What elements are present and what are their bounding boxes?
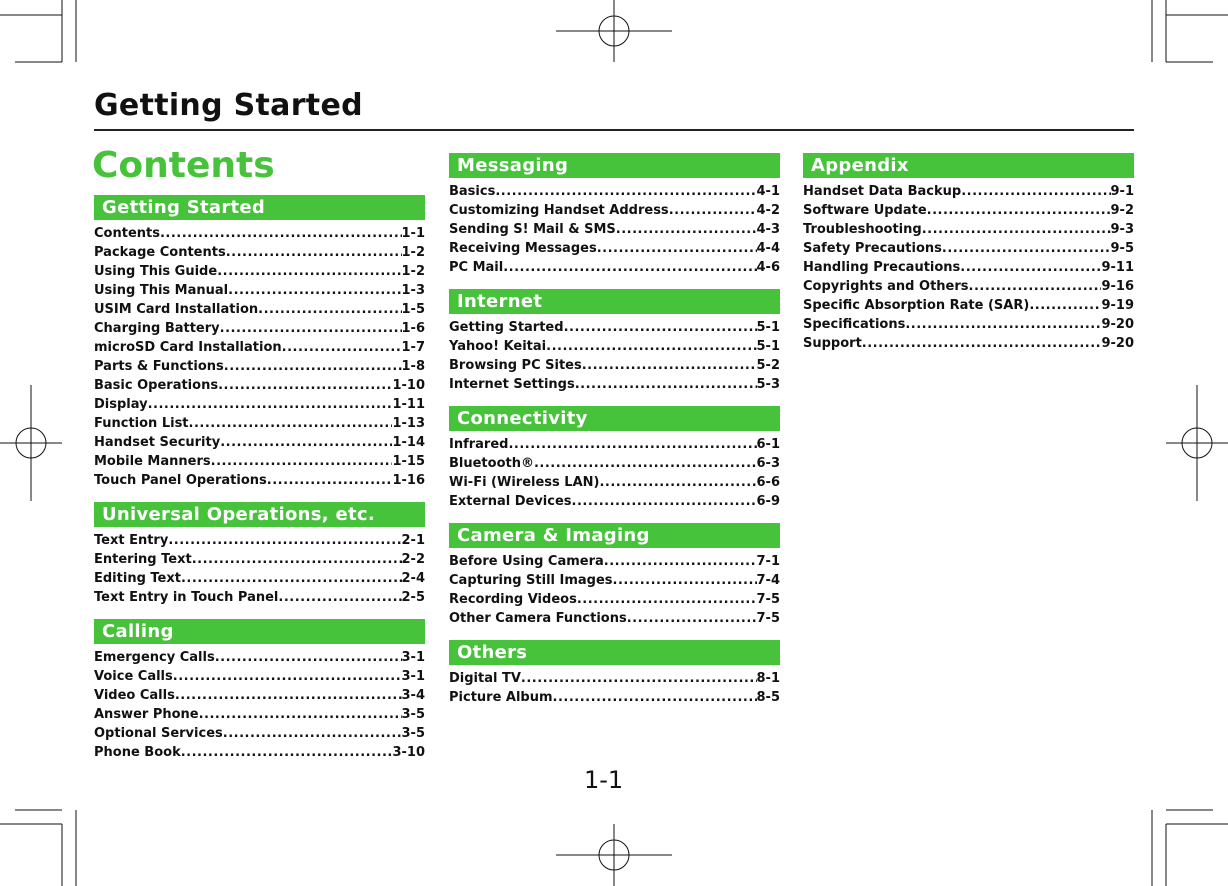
toc-entry[interactable] xyxy=(449,688,780,707)
toc-entry-page: 3-4 xyxy=(401,688,425,703)
toc-entry-page: 1-5 xyxy=(401,302,425,317)
toc-entry[interactable] xyxy=(803,315,1134,334)
toc-entry-page: 4-1 xyxy=(756,184,780,199)
toc-entry[interactable] xyxy=(94,686,425,705)
dot-leader xyxy=(960,258,1101,277)
toc-entry[interactable] xyxy=(94,319,425,338)
toc-entry-title: Function List xyxy=(94,416,189,431)
toc-entry-page: 1-15 xyxy=(392,454,425,469)
dot-leader xyxy=(627,609,757,628)
toc-entry[interactable] xyxy=(94,300,425,319)
section-heading: Appendix xyxy=(803,153,1134,178)
toc-entry-title: Basic Operations xyxy=(94,378,219,393)
registration-mark-left xyxy=(0,385,62,501)
toc-entry-title: Mobile Manners xyxy=(94,454,211,469)
toc-entry-title: Software Update xyxy=(803,203,927,218)
toc-entry-page: 3-5 xyxy=(401,707,425,722)
toc-entry-title: External Devices xyxy=(449,494,572,509)
toc-entry-page: 5-2 xyxy=(756,358,780,373)
toc-entry-title: Text Entry in Touch Panel xyxy=(94,590,279,605)
toc-entry-page: 8-1 xyxy=(756,671,780,686)
toc-entry[interactable] xyxy=(94,262,425,281)
toc-entry-title: Troubleshooting xyxy=(803,222,922,237)
dot-leader xyxy=(148,395,393,414)
toc-section xyxy=(94,195,425,490)
section-heading: Universal Operations, etc. xyxy=(94,502,425,527)
crop-mark-top-right xyxy=(1152,0,1228,62)
toc-entry[interactable] xyxy=(803,182,1134,201)
toc-entry-page: 9-2 xyxy=(1110,203,1134,218)
toc-entry[interactable] xyxy=(449,492,780,511)
toc-entry-page: 4-2 xyxy=(756,203,780,218)
toc-entry[interactable] xyxy=(449,590,780,609)
toc-entry-title: Emergency Calls xyxy=(94,650,215,665)
toc-entry-page: 9-1 xyxy=(1110,184,1134,199)
dot-leader xyxy=(862,334,1102,353)
toc-entry-page: 4-4 xyxy=(756,241,780,256)
toc-entry-title: Receiving Messages xyxy=(449,241,597,256)
dot-leader xyxy=(223,724,402,743)
toc-entry-title: Display xyxy=(94,397,148,412)
toc-entry-title: Specific Absorption Rate (SAR) xyxy=(803,298,1030,313)
toc-entry-page: 6-3 xyxy=(756,456,780,471)
toc-entry[interactable] xyxy=(449,552,780,571)
toc-entry-page: 2-5 xyxy=(401,590,425,605)
dot-leader xyxy=(572,492,757,511)
dot-leader xyxy=(258,300,401,319)
toc-entry-title: Editing Text xyxy=(94,571,181,586)
toc-entry[interactable] xyxy=(449,182,780,201)
toc-entry[interactable] xyxy=(449,337,780,356)
dot-leader xyxy=(546,337,756,356)
dot-leader xyxy=(215,648,402,667)
toc-column-3 xyxy=(803,153,1134,365)
toc-entry-page: 9-3 xyxy=(1110,222,1134,237)
toc-entry-title: Video Calls xyxy=(94,688,175,703)
toc-entry-title: Copyrights and Others xyxy=(803,279,969,294)
dot-leader xyxy=(942,239,1111,258)
toc-entry-page: 9-11 xyxy=(1101,260,1134,275)
toc-entry[interactable] xyxy=(94,705,425,724)
toc-entry-title: Customizing Handset Address xyxy=(449,203,669,218)
toc-entry[interactable] xyxy=(803,258,1134,277)
dot-leader xyxy=(577,590,757,609)
dot-leader xyxy=(922,220,1111,239)
toc-entry-page: 3-1 xyxy=(401,669,425,684)
section-heading: Others xyxy=(449,640,780,665)
toc-entry-page: 6-1 xyxy=(756,437,780,452)
toc-entry-page: 5-1 xyxy=(756,339,780,354)
section-heading: Internet xyxy=(449,289,780,314)
toc-entry-page: 8-5 xyxy=(756,690,780,705)
toc-entry-page: 1-11 xyxy=(392,397,425,412)
toc-column-1 xyxy=(94,195,425,774)
dot-leader xyxy=(564,318,757,337)
toc-entry-title: Handset Data Backup xyxy=(803,184,962,199)
toc-entry-page: 2-1 xyxy=(401,533,425,548)
toc-section xyxy=(449,289,780,394)
section-heading: Connectivity xyxy=(449,406,780,431)
toc-entry-page: 3-10 xyxy=(392,745,425,760)
dot-leader xyxy=(217,262,401,281)
toc-entry[interactable] xyxy=(94,648,425,667)
dot-leader xyxy=(160,224,402,243)
dot-leader xyxy=(613,571,757,590)
dot-leader xyxy=(278,588,401,607)
dot-leader xyxy=(189,414,393,433)
toc-entry-title: Safety Precautions xyxy=(803,241,942,256)
toc-entry-title: Bluetooth® xyxy=(449,456,534,471)
toc-entry-page: 1-7 xyxy=(401,340,425,355)
section-heading: Messaging xyxy=(449,153,780,178)
toc-entry[interactable] xyxy=(449,609,780,628)
toc-entry[interactable] xyxy=(94,531,425,550)
toc-entry-page: 1-6 xyxy=(401,321,425,336)
toc-entry-title: Digital TV xyxy=(449,671,521,686)
toc-entry[interactable] xyxy=(449,454,780,473)
crop-mark-bottom-left xyxy=(0,810,76,886)
crop-mark-bottom-right xyxy=(1152,810,1228,886)
toc-entry[interactable] xyxy=(94,724,425,743)
dot-leader xyxy=(582,356,757,375)
toc-entry[interactable] xyxy=(94,281,425,300)
toc-entry-title: Getting Started xyxy=(449,320,564,335)
toc-entry[interactable] xyxy=(803,296,1134,315)
registration-mark-top xyxy=(556,0,672,62)
toc-entry-title: Yahoo! Keitai xyxy=(449,339,547,354)
toc-section xyxy=(94,502,425,607)
toc-entry[interactable] xyxy=(94,550,425,569)
toc-entry-page: 1-1 xyxy=(401,226,425,241)
dot-leader xyxy=(192,550,402,569)
dot-leader xyxy=(961,182,1110,201)
dot-leader xyxy=(604,552,757,571)
dot-leader xyxy=(228,281,401,300)
toc-entry[interactable] xyxy=(449,571,780,590)
page-title: Contents xyxy=(92,145,275,186)
toc-entry-title: Support xyxy=(803,336,862,351)
toc-section xyxy=(449,523,780,628)
toc-entry[interactable] xyxy=(449,258,780,277)
toc-entry[interactable] xyxy=(449,220,780,239)
toc-entry[interactable] xyxy=(449,239,780,258)
toc-entry-title: Capturing Still Images xyxy=(449,573,613,588)
toc-entry[interactable] xyxy=(803,277,1134,296)
toc-entry-page: 1-13 xyxy=(392,416,425,431)
toc-entry-title: Text Entry xyxy=(94,533,169,548)
toc-entry[interactable] xyxy=(94,357,425,376)
toc-entry[interactable] xyxy=(94,452,425,471)
toc-entry-title: Handling Precautions xyxy=(803,260,961,275)
dot-leader xyxy=(508,435,756,454)
toc-entry-title: Answer Phone xyxy=(94,707,199,722)
toc-entry[interactable] xyxy=(94,243,425,262)
toc-entry[interactable] xyxy=(449,669,780,688)
toc-entry-page: 9-5 xyxy=(1110,241,1134,256)
toc-entry-title: PC Mail xyxy=(449,260,504,275)
toc-entry-title: Wi-Fi (Wireless LAN) xyxy=(449,475,600,490)
dot-leader xyxy=(181,743,393,762)
toc-entry-title: Before Using Camera xyxy=(449,554,604,569)
toc-entry-page: 1-8 xyxy=(401,359,425,374)
toc-entry-title: Touch Panel Operations xyxy=(94,473,267,488)
dot-leader xyxy=(175,686,402,705)
toc-entry[interactable] xyxy=(94,471,425,490)
dot-leader xyxy=(173,667,402,686)
dot-leader xyxy=(226,243,402,262)
toc-entry-page: 9-16 xyxy=(1101,279,1134,294)
toc-entry-title: Sending S! Mail & SMS xyxy=(449,222,616,237)
toc-entry-page: 5-3 xyxy=(756,377,780,392)
toc-entry-page: 1-2 xyxy=(401,245,425,260)
toc-entry[interactable] xyxy=(449,375,780,394)
dot-leader xyxy=(224,357,402,376)
toc-entry-page: 3-5 xyxy=(401,726,425,741)
toc-entry-title: Optional Services xyxy=(94,726,223,741)
crop-mark-top-left xyxy=(0,0,76,62)
toc-entry[interactable] xyxy=(94,588,425,607)
toc-entry-page: 4-3 xyxy=(756,222,780,237)
toc-entry[interactable] xyxy=(94,743,425,762)
toc-entry[interactable] xyxy=(449,356,780,375)
toc-entry-page: 6-6 xyxy=(756,475,780,490)
toc-entry-page: 5-1 xyxy=(756,320,780,335)
toc-entry-title: Handset Security xyxy=(94,435,221,450)
toc-entry-page: 1-10 xyxy=(392,378,425,393)
dot-leader xyxy=(905,315,1101,334)
dot-leader xyxy=(669,201,757,220)
toc-entry[interactable] xyxy=(803,201,1134,220)
toc-entry-page: 2-2 xyxy=(401,552,425,567)
toc-entry[interactable] xyxy=(449,318,780,337)
dot-leader xyxy=(597,239,757,258)
toc-entry[interactable] xyxy=(449,473,780,492)
toc-entry-title: Phone Book xyxy=(94,745,181,760)
toc-entry-title: Other Camera Functions xyxy=(449,611,627,626)
toc-entry[interactable] xyxy=(803,239,1134,258)
toc-entry[interactable] xyxy=(803,220,1134,239)
dot-leader xyxy=(220,433,392,452)
toc-entry[interactable] xyxy=(94,667,425,686)
toc-entry[interactable] xyxy=(94,376,425,395)
toc-entry-page: 9-19 xyxy=(1101,298,1134,313)
toc-entry-title: Parts & Functions xyxy=(94,359,224,374)
toc-entry-title: Using This Guide xyxy=(94,264,218,279)
section-heading: Camera & Imaging xyxy=(449,523,780,548)
section-heading: Getting Started xyxy=(94,195,425,220)
toc-entry[interactable] xyxy=(94,224,425,243)
dot-leader xyxy=(495,182,756,201)
registration-mark-right xyxy=(1166,385,1228,501)
toc-entry-page: 3-1 xyxy=(401,650,425,665)
dot-leader xyxy=(575,375,757,394)
registration-mark-bottom xyxy=(556,824,672,886)
toc-entry-title: Using This Manual xyxy=(94,283,229,298)
toc-entry-page: 1-2 xyxy=(401,264,425,279)
dot-leader xyxy=(211,452,393,471)
toc-entry[interactable] xyxy=(803,334,1134,353)
toc-entry-title: Contents xyxy=(94,226,160,241)
toc-section xyxy=(803,153,1134,353)
toc-entry-title: Picture Album xyxy=(449,690,553,705)
dot-leader xyxy=(969,277,1102,296)
toc-entry[interactable] xyxy=(94,433,425,452)
section-heading: Calling xyxy=(94,619,425,644)
toc-section xyxy=(449,153,780,277)
toc-entry-page: 1-3 xyxy=(401,283,425,298)
dot-leader xyxy=(220,319,402,338)
toc-entry[interactable] xyxy=(94,569,425,588)
dot-leader xyxy=(616,220,757,239)
toc-entry-page: 7-1 xyxy=(756,554,780,569)
toc-entry-title: Entering Text xyxy=(94,552,192,567)
toc-entry[interactable] xyxy=(449,435,780,454)
toc-section xyxy=(94,619,425,762)
chapter-divider xyxy=(94,129,1134,131)
toc-entry-title: Internet Settings xyxy=(449,377,575,392)
toc-entry-page: 7-4 xyxy=(756,573,780,588)
dot-leader xyxy=(218,376,392,395)
toc-entry-title: USIM Card Installation xyxy=(94,302,259,317)
toc-entry-title: Recording Videos xyxy=(449,592,577,607)
toc-column-2 xyxy=(449,153,780,719)
toc-entry-page: 9-20 xyxy=(1101,336,1134,351)
toc-entry-title: Package Contents xyxy=(94,245,226,260)
dot-leader xyxy=(553,688,757,707)
toc-entry-title: Charging Battery xyxy=(94,321,220,336)
dot-leader xyxy=(503,258,756,277)
toc-entry-page: 6-9 xyxy=(756,494,780,509)
toc-entry[interactable] xyxy=(94,338,425,357)
toc-entry-title: Specifications xyxy=(803,317,906,332)
toc-entry-page: 4-6 xyxy=(756,260,780,275)
toc-entry-page: 7-5 xyxy=(756,611,780,626)
page-number: 1-1 xyxy=(584,766,624,794)
dot-leader xyxy=(199,705,402,724)
toc-entry[interactable] xyxy=(449,201,780,220)
toc-entry-page: 1-16 xyxy=(392,473,425,488)
dot-leader xyxy=(181,569,402,588)
toc-entry-title: microSD Card Installation xyxy=(94,340,282,355)
dot-leader xyxy=(534,454,757,473)
dot-leader xyxy=(168,531,401,550)
toc-entry-title: Infrared xyxy=(449,437,509,452)
toc-entry-title: Voice Calls xyxy=(94,669,173,684)
toc-entry[interactable] xyxy=(94,414,425,433)
toc-section xyxy=(449,406,780,511)
toc-entry-page: 2-4 xyxy=(401,571,425,586)
toc-entry-page: 1-14 xyxy=(392,435,425,450)
dot-leader xyxy=(599,473,756,492)
toc-entry-title: Browsing PC Sites xyxy=(449,358,582,373)
toc-entry[interactable] xyxy=(94,395,425,414)
toc-entry-page: 7-5 xyxy=(756,592,780,607)
toc-section xyxy=(449,640,780,707)
dot-leader xyxy=(267,471,393,490)
toc-entry-page: 9-20 xyxy=(1101,317,1134,332)
dot-leader xyxy=(282,338,402,357)
chapter-title: Getting Started xyxy=(94,88,363,123)
dot-leader xyxy=(1029,296,1101,315)
dot-leader xyxy=(927,201,1111,220)
toc-entry-title: Basics xyxy=(449,184,496,199)
dot-leader xyxy=(521,669,757,688)
